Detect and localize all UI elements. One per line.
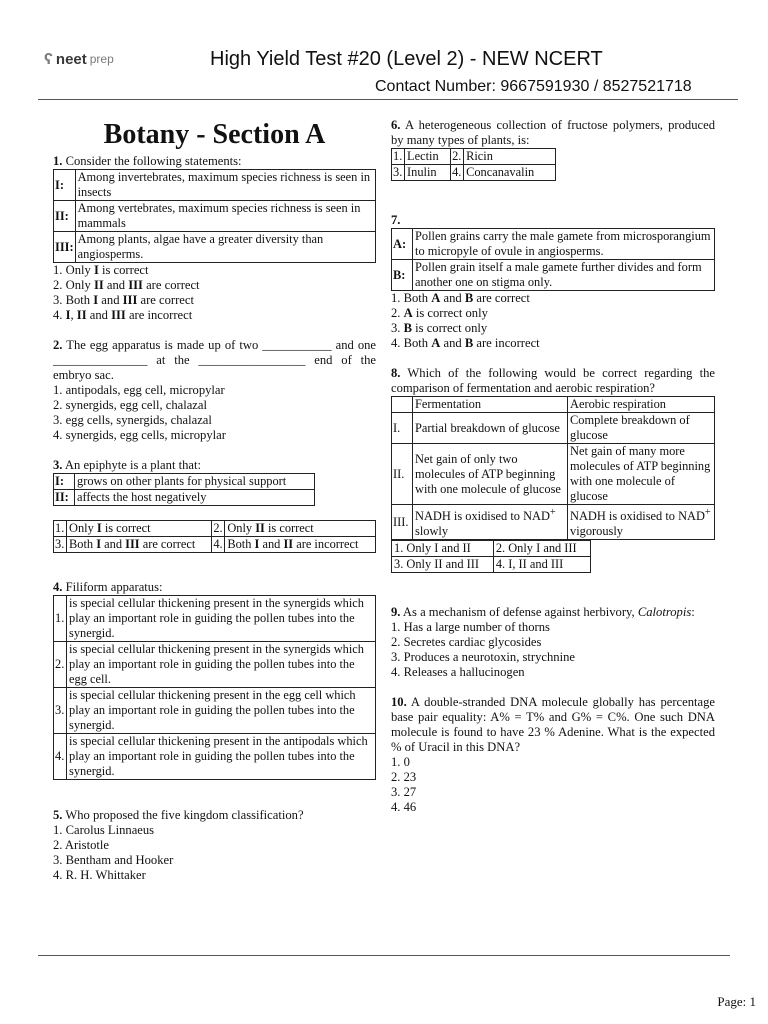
q3-options-table xyxy=(53,520,376,553)
q6-option-3[interactable]: Inulin xyxy=(405,165,451,181)
question-2 xyxy=(53,338,376,443)
footer-divider xyxy=(38,955,730,956)
test-title: High Yield Test #20 (Level 2) - NEW NCERT xyxy=(210,48,603,70)
q1-number: 1. xyxy=(53,154,63,168)
q5-number: 5. xyxy=(53,808,63,822)
logo-sub: prep xyxy=(89,52,114,66)
stethoscope-icon: ʕ xyxy=(44,51,53,68)
q7-number: 7. xyxy=(391,213,401,227)
option-number: 3. xyxy=(392,165,405,181)
statement-text: Among vertebrates, maximum species richness is seen in mammals xyxy=(75,201,375,232)
q2-option-3[interactable]: 3. egg cells, synergids, chalazal xyxy=(53,413,212,427)
table-row xyxy=(392,557,591,573)
table-cell: NADH is oxidised to NAD+ slowly xyxy=(413,505,568,540)
table-row xyxy=(54,201,376,232)
q2-option-2[interactable]: 2. synergids, egg cell, chalazal xyxy=(53,398,207,412)
q4-number: 4. xyxy=(53,580,63,594)
q8-comparison-table xyxy=(391,396,715,540)
contact-number: Contact Number: 9667591930 / 8527521718 xyxy=(375,78,692,95)
q8-option-3[interactable]: 3. Only II and III xyxy=(392,557,494,573)
q3-option-1[interactable]: Only I is correct xyxy=(67,521,212,537)
q9-text: As a mechanism of defense against herbivory, xyxy=(402,605,635,620)
left-column xyxy=(53,118,376,883)
q2-option-4[interactable]: 4. synergids, egg cells, micropylar xyxy=(53,428,226,442)
option-number: 2. xyxy=(212,521,225,537)
statement-text: Among plants, algae have a greater diversity than angiosperms. xyxy=(75,232,375,263)
option-number: 1. xyxy=(392,149,405,165)
neetprep-logo xyxy=(44,52,114,67)
statement-key: I: xyxy=(54,170,76,201)
table-row xyxy=(392,260,715,291)
q10-option-2[interactable]: 2. 23 xyxy=(391,770,417,785)
table-cell: Complete breakdown of glucose xyxy=(568,413,715,444)
statement-key: II: xyxy=(54,201,76,232)
q2-number: 2. xyxy=(53,338,63,352)
q9-number: 9. xyxy=(391,605,401,620)
table-cell: NADH is oxidised to NAD+ vigorously xyxy=(568,505,715,540)
q4-option-4[interactable]: is special cellular thickening present in the antipodals which play an important role in guiding the pollen tubes into the synergid. xyxy=(67,734,376,780)
table-cell: Partial breakdown of glucose xyxy=(413,413,568,444)
table-row xyxy=(54,537,376,553)
q3-number: 3. xyxy=(53,458,63,472)
question-1 xyxy=(53,154,376,323)
q6-options-table xyxy=(391,148,556,181)
q4-option-2[interactable]: is special cellular thickening present in the synergids which play an important role in guiding the pollen tubes into the egg cell. xyxy=(67,642,376,688)
q4-option-1[interactable]: is special cellular thickening present in the synergids which play an important role in guiding the pollen tubes into the synergid. xyxy=(67,596,376,642)
statement-text: Among invertebrates, maximum species richness is seen in insects xyxy=(75,170,375,201)
q9-italic: Calotropis xyxy=(637,605,692,620)
q10-option-4[interactable]: 4. 46 xyxy=(391,800,417,815)
q10-number: 10. xyxy=(391,695,407,710)
question-4 xyxy=(53,580,376,780)
table-row xyxy=(54,734,376,780)
q9-option-2[interactable]: 2. Secretes cardiac glycosides xyxy=(391,635,542,650)
q7-option-3[interactable]: 3. B is correct only xyxy=(391,321,488,335)
q8-number: 8. xyxy=(391,366,401,380)
option-number: 1. xyxy=(54,521,67,537)
q1-text: Consider the following statements: xyxy=(65,154,242,168)
question-9: 9. As a mechanism of defense against herbivory, Calotropis: 1. Has a large number of thorns 2. Secretes cardiac glycosides 3. Produces a neurotoxin, strychnine 4. Releases a hallucinogen xyxy=(391,605,715,680)
q5-option-2[interactable]: 2. Aristotle xyxy=(53,838,109,852)
row-key: I. xyxy=(392,413,413,444)
question-8 xyxy=(391,366,715,573)
q5-option-4[interactable]: 4. R. H. Whittaker xyxy=(53,868,146,882)
option-number: 1. xyxy=(54,596,67,642)
q3-text: An epiphyte is a plant that: xyxy=(64,458,201,472)
q1-option-2[interactable]: 2. Only II and III are correct xyxy=(53,278,200,292)
q7-statements-table xyxy=(391,228,715,291)
q5-text: Who proposed the five kingdom classification? xyxy=(65,808,304,822)
q6-text: A heterogeneous collection of fructose polymers, produced by many types of plants, is: xyxy=(391,118,715,147)
table-row xyxy=(54,521,376,537)
table-row xyxy=(392,505,715,540)
table-row xyxy=(392,541,591,557)
q8-text: Which of the following would be correct regarding the comparison of fermentation and aerobic respiration? xyxy=(391,366,716,395)
column-header: Fermentation xyxy=(413,397,568,413)
option-number: 4. xyxy=(212,537,225,553)
q3-option-2[interactable]: Only II is correct xyxy=(225,521,376,537)
table-row xyxy=(54,490,315,506)
table-row xyxy=(392,149,556,165)
row-key: II. xyxy=(392,444,413,505)
table-cell: Net gain of many more molecules of ATP beginning with one molecule of glucose xyxy=(568,444,715,505)
q5-option-1[interactable]: 1. Carolus Linnaeus xyxy=(53,823,155,837)
q8-option-1[interactable]: 1. Only I and II xyxy=(392,541,494,557)
option-number: 2. xyxy=(451,149,464,165)
q10-option-3[interactable]: 3. 27 xyxy=(391,785,417,800)
q6-number: 6. xyxy=(391,118,401,132)
table-cell: Net gain of only two molecules of ATP beginning with one molecule of glucose xyxy=(413,444,568,505)
option-number: 3. xyxy=(54,688,67,734)
statement-key: A: xyxy=(392,229,413,260)
q5-option-3[interactable]: 3. Bentham and Hooker xyxy=(53,853,174,867)
statement-text: grows on other plants for physical support xyxy=(75,474,315,490)
q6-option-1[interactable]: Lectin xyxy=(405,149,451,165)
option-number: 2. xyxy=(54,642,67,688)
table-row xyxy=(392,413,715,444)
table-row xyxy=(54,642,376,688)
question-10 xyxy=(391,695,715,815)
table-row xyxy=(392,444,715,505)
q7-option-1[interactable]: 1. Both A and B are correct xyxy=(391,291,530,305)
q1-statements-table xyxy=(53,169,376,263)
statement-key: I: xyxy=(54,474,75,490)
column-header: Aerobic respiration xyxy=(568,397,715,413)
section-title: Botany - Section A xyxy=(103,119,326,150)
table-row xyxy=(54,474,315,490)
table-row xyxy=(54,170,376,201)
option-number: 3. xyxy=(54,537,67,553)
q1-option-4[interactable]: 4. I, II and III are incorrect xyxy=(53,308,193,322)
q4-option-3[interactable]: is special cellular thickening present in the egg cell which play an important role in guiding the pollen tubes into the synergid. xyxy=(67,688,376,734)
question-5 xyxy=(53,808,376,883)
logo-main: neet xyxy=(55,51,87,68)
statement-text: Pollen grain itself a male gamete further divides and form another one on stigma only. xyxy=(413,260,715,291)
question-7 xyxy=(391,213,715,351)
q7-option-2[interactable]: 2. A is correct only xyxy=(391,306,488,320)
option-number: 4. xyxy=(54,734,67,780)
table-row xyxy=(54,596,376,642)
table-row xyxy=(54,688,376,734)
table-row xyxy=(54,232,376,263)
q2-option-1[interactable]: 1. antipodals, egg cell, micropylar xyxy=(53,383,225,397)
option-number: 4. xyxy=(451,165,464,181)
statement-key: II: xyxy=(54,490,75,506)
q4-text: Filiform apparatus: xyxy=(65,580,163,594)
statement-key: III: xyxy=(54,232,76,263)
q1-option-3[interactable]: 3. Both I and III are correct xyxy=(53,293,194,307)
q2-text: The egg apparatus is made up of two ___________ and one _______________ at the _________________ end of the embryo sac. xyxy=(53,338,377,382)
q3-statements-table xyxy=(53,473,315,506)
table-row xyxy=(392,165,556,181)
statement-text: affects the host negatively xyxy=(75,490,315,506)
q8-option-2[interactable]: 2. Only I and III xyxy=(493,541,590,557)
q6-option-4[interactable]: Concanavalin xyxy=(464,165,556,181)
question-3 xyxy=(53,458,376,553)
q3-option-4[interactable]: Both I and II are incorrect xyxy=(225,537,376,553)
q7-option-4[interactable]: 4. Both A and B are incorrect xyxy=(391,336,540,350)
q8-option-4[interactable]: 4. I, II and III xyxy=(493,557,590,573)
q9-option-1[interactable]: 1. Has a large number of thorns xyxy=(391,620,550,635)
table-row xyxy=(392,229,715,260)
q6-option-2[interactable]: Ricin xyxy=(464,149,556,165)
page-number: Page: 1 xyxy=(717,994,756,1009)
q8-options-table xyxy=(391,540,591,573)
right-column xyxy=(391,118,715,815)
statement-key: B: xyxy=(392,260,413,291)
q4-options-table xyxy=(53,595,376,780)
header-divider xyxy=(38,99,738,100)
row-key: III. xyxy=(392,505,413,540)
statement-text: Pollen grains carry the male gamete from microsporangium to micropyle of ovule in angiosperms. xyxy=(413,229,715,260)
q10-text: A double-stranded DNA molecule globally has percentage base pair equality: A% = T% and G% = C%. One such DNA molecule is found to have 23 % Adenine. What is the expected % of Uracil in this DNA? xyxy=(391,695,715,755)
table-header-row xyxy=(392,397,715,413)
q1-option-1[interactable]: 1. Only I is correct xyxy=(53,263,149,277)
question-6 xyxy=(391,118,715,181)
q3-option-3[interactable]: Both I and III are correct xyxy=(67,537,212,553)
q9-option-4[interactable]: 4. Releases a hallucinogen xyxy=(391,665,525,680)
q9-option-3[interactable]: 3. Produces a neurotoxin, strychnine xyxy=(391,650,575,665)
q10-option-1[interactable]: 1. 0 xyxy=(391,755,410,770)
